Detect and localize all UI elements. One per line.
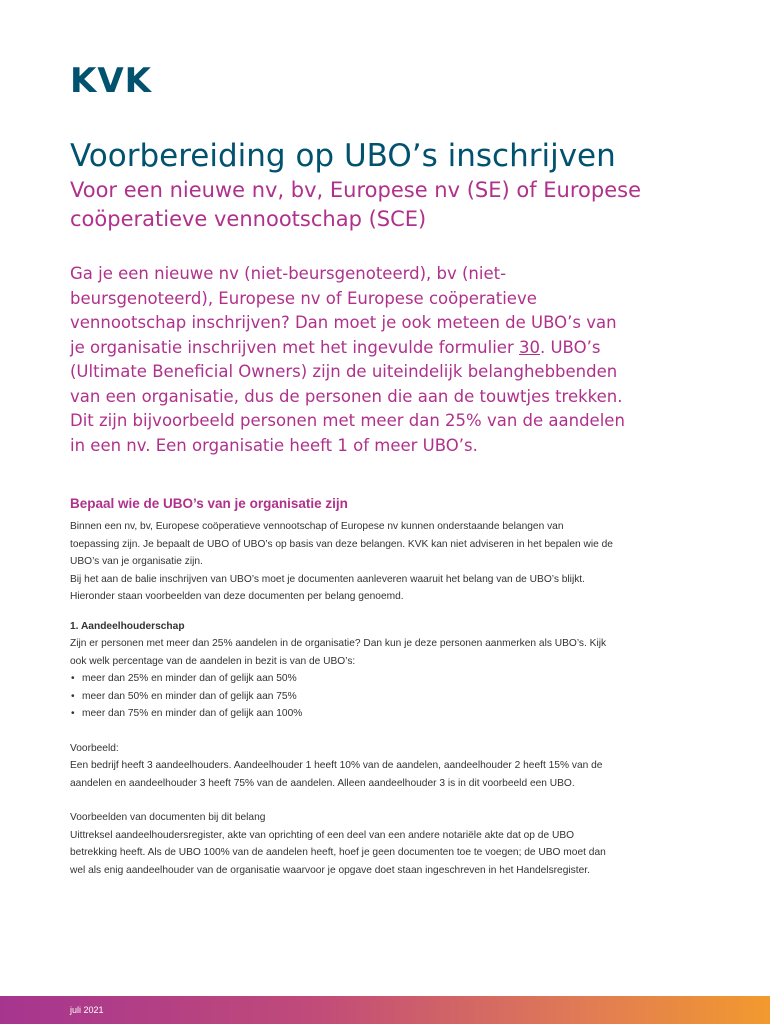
section-paragraph-1: Binnen een nv, bv, Europese coöperatieve vennootschap of Europese nv kunnen onderstaande belangen van toepassing zijn. Je bepaalt de UBO of UBO’s op basis van deze belangen. KVK kan niet adviseren in het bepalen wie de UBO’s van je organisatie zijn. [70,521,613,567]
section-body [70,494,615,879]
kvk-logo: KVK [70,61,153,101]
page-title: Voorbereiding op UBO’s inschrijven [70,138,616,174]
page-subtitle: Voor een nieuwe nv, bv, Europese nv (SE) of Europese coöperatieve vennootschap (SCE) [70,178,641,231]
section-heading: Bepaal wie de UBO’s van je organisatie zijn [70,496,348,511]
list-item: • meer dan 75% en minder dan of gelijk aan 100% [82,705,615,723]
documents-label: Voorbeelden van documenten bij dit belang [70,812,266,823]
section-paragraph-2: Bij het aan de balie inschrijven van UBO’s moet je documenten aanleveren waaruit het belang van de UBO’s blijkt. Hieronder staan voorbeelden van deze documenten per belang genoemd. [70,573,585,602]
percentage-list [70,670,615,723]
shareholding-paragraph: Zijn er personen met meer dan 25% aandelen in de organisatie? Dan kun je deze personen aanmerken als UBO’s. Kijk ook welk percentage van de aandelen in bezit is van de UBO’s: [70,638,607,667]
list-item: • meer dan 50% en minder dan of gelijk aan 75% [82,688,615,706]
intro-text-after-link: . UBO’s (Ultimate Beneficial Owners) zijn de uiteindelijk belanghebbenden van een organisatie, dus de personen die aan de touwtjes trekken. Dit zijn bijvoorbeeld personen met meer dan 25% van de aandelen in een nv. Een organisatie heeft 1 of meer UBO’s. [70,337,625,455]
example-text: Een bedrijf heeft 3 aandeelhouders. Aandeelhouder 1 heeft 10% van de aandelen, aandeelhouder 2 heeft 15% van de aandelen en aandeelhouder 3 heeft 75% van de aandelen. Alleen aandeelhouder 3 is in dit voorbeeld een UBO. [70,760,603,789]
footer-bar [0,996,770,1024]
form-30-link[interactable]: 30 [518,337,540,357]
intro-paragraph [70,262,630,458]
documents-text: Uittreksel aandeelhoudersregister, akte van oprichting of een deel van een andere notariële akte dat op de UBO betrekking heeft. Als de UBO 100% van de aandelen heeft, hoef je geen documenten toe te voegen; de UBO moet dan wel als enig aandeelhouder van de organisatie waarvoor je opgave doet staan ingeschreven in het Handelsregister. [70,829,606,876]
sub-heading-shareholding: 1. Aandeelhouderschap [70,620,185,632]
intro-text-before-link: Ga je een nieuwe nv (niet-beursgenoteerd), bv (niet-beursgenoteerd), Europese nv of Europese coöperatieve vennootschap inschrijven? Dan moet je ook meteen de UBO’s van je organisatie inschrijven met het ingevulde formulier [70,264,617,357]
footer-date: juli 2021 [70,1005,104,1015]
list-item: • meer dan 25% en minder dan of gelijk aan 50% [82,670,615,688]
example-label: Voorbeeld: [70,742,119,754]
